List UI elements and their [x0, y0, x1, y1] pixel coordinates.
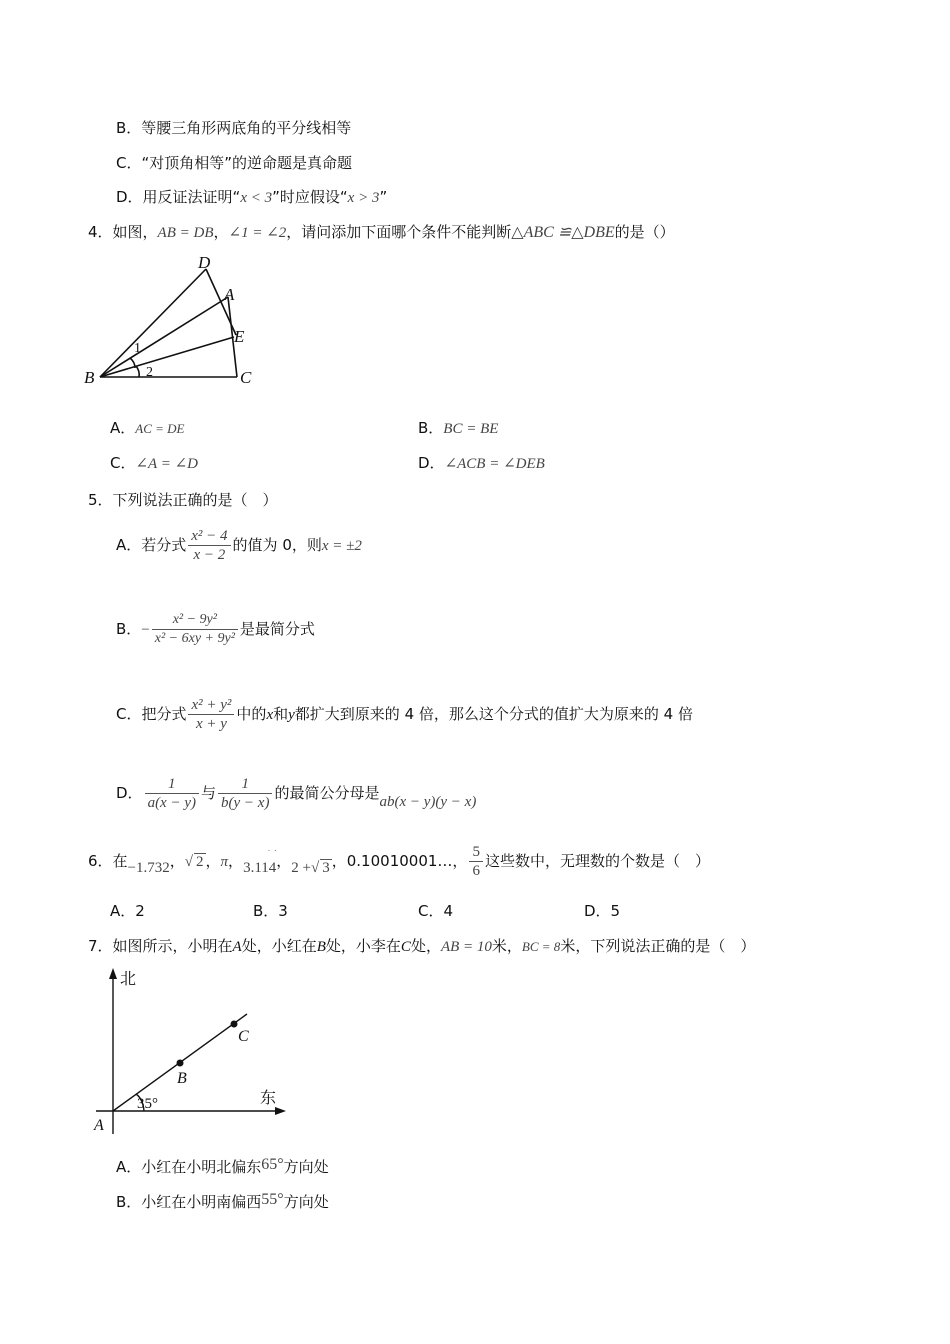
- q7-east-arrow-icon: [275, 1107, 286, 1115]
- q4-option-d-label: D．: [418, 454, 445, 472]
- q5-stem: 5．下列说法正确的是（ ）: [88, 491, 278, 509]
- q5-option-d-denominator1: a(x − y): [147, 795, 196, 811]
- q4-option-b-math: BC = BE: [443, 421, 499, 437]
- q6-number4: [243, 848, 278, 877]
- q5-option-b-fraction: [152, 611, 238, 648]
- q6-number7: [469, 843, 483, 880]
- q4-option-a-math: AC = DE: [135, 421, 185, 436]
- q5-option-d-numerator1: 1: [145, 775, 199, 794]
- q5-option-c-fraction: [188, 696, 234, 733]
- q5-option-a-text: 的值为 0，则: [232, 536, 322, 554]
- q7-figure: [88, 962, 298, 1137]
- q7-option-b-text: B．小红在小明南偏西: [116, 1193, 262, 1211]
- q5-option-b-denominator: x² − 6xy + 9y²: [154, 631, 235, 646]
- q4-option-a-label: A．: [110, 419, 136, 437]
- q4-option-b: [418, 418, 498, 439]
- q6-number5-radicand: 3: [322, 860, 330, 876]
- q4-congruence: △ABC ≌△DBE: [511, 224, 615, 241]
- q7-point-c: C: [400, 939, 411, 955]
- q4-option-d-math: ∠ACB = ∠DEB: [444, 456, 545, 472]
- q6-stem: [88, 843, 710, 880]
- q4-sep: ，: [213, 223, 229, 241]
- q7-option-b-text2: 方向处: [283, 1193, 329, 1211]
- q6-prefix: 6．在: [88, 852, 128, 870]
- q5-option-b-text: 是最简分式: [239, 620, 315, 638]
- q5-option-d-text: 的最简公分母是: [274, 784, 380, 802]
- q3-option-d-math1: x < 3: [240, 190, 273, 206]
- q5-option-c-y: y: [288, 707, 295, 723]
- q4-label-b: B: [84, 368, 95, 387]
- q5-option-d-with: 与: [201, 784, 217, 802]
- q5-option-d-label: D．: [116, 784, 143, 802]
- q7-math-bc: BC = 8: [521, 939, 561, 954]
- q6-comma6: ，: [452, 852, 468, 870]
- q5-option-c-x: x: [266, 707, 274, 723]
- q3-option-b: B．等腰三角形两底角的平分线相等: [116, 119, 352, 137]
- q6-number4-repeat-dots: ˙ ˙: [267, 848, 278, 860]
- q5-option-c-label: C．把分式: [116, 705, 187, 723]
- q6-comma3: ，: [228, 852, 244, 870]
- q6-number2: √ 2: [184, 854, 204, 870]
- q7-math-ab: AB = 10: [440, 939, 492, 955]
- q4-label-angle2: 2: [146, 365, 153, 380]
- q6-number7-numerator: 5: [469, 843, 483, 862]
- q6-comma4: ，: [276, 852, 292, 870]
- q3-option-d-text2: ”时应假设“: [272, 188, 348, 206]
- q3-option-d-math2: x > 3: [347, 190, 380, 206]
- q5-option-d-numerator2: 1: [218, 775, 272, 794]
- q7-text5: 米，: [491, 937, 522, 955]
- q7-option-a-text2: 方向处: [283, 1158, 329, 1176]
- q3-option-d-text: D．用反证法证明“: [116, 188, 241, 206]
- q4-option-c: [110, 453, 198, 474]
- q6-number6: 0.10010001…: [346, 852, 453, 870]
- q6-number1: −1.732: [127, 860, 170, 876]
- q5-option-b-numerator: x² − 9y²: [152, 611, 238, 630]
- q5-option-a-label: A．若分式: [116, 536, 187, 554]
- q4-cond1: AB = DB: [157, 225, 214, 241]
- q6-suffix: 这些数中，无理数的个数是（ ）: [484, 852, 710, 870]
- q6-option-a: A．2: [110, 902, 145, 920]
- q4-label-c: C: [240, 368, 252, 387]
- q6-number7-denominator: 6: [472, 863, 480, 879]
- q6-comma1: ，: [169, 852, 185, 870]
- q7-label-b: B: [177, 1070, 187, 1087]
- q5-option-a-numerator: x² − 4: [188, 527, 230, 546]
- q5-option-a-denominator: x − 2: [193, 547, 226, 563]
- q5-option-d-math: ab(x − y)(y − x): [379, 794, 477, 810]
- q4-stem: [88, 222, 675, 243]
- q5-option-c-text1: 中的: [236, 705, 267, 723]
- q7-point-b-dot: [177, 1060, 184, 1067]
- q5-option-c-and: 和: [273, 705, 289, 723]
- q4-line-ba: [100, 297, 228, 377]
- q4-label-d: D: [198, 253, 211, 272]
- q5-option-a-fraction: [188, 527, 230, 564]
- q5-option-c-numerator: x² + y²: [188, 696, 234, 715]
- q5-option-d-fraction1: [145, 775, 199, 812]
- q4-option-b-label: B．: [418, 419, 444, 437]
- q7-label-angle: 35°: [137, 1096, 158, 1112]
- q7-option-a-text: A．小红在小明北偏东: [116, 1158, 262, 1176]
- q6-option-b: B．3: [253, 902, 288, 920]
- q5-option-c: [116, 696, 693, 733]
- q7-option-b-math: 55°: [261, 1191, 284, 1208]
- q7-text2: 处，小红在: [241, 937, 317, 955]
- q4-text: ，请问添加下面哪个条件不能判断: [286, 223, 512, 241]
- q6-number2-radicand: 2: [196, 854, 204, 870]
- q4-label-angle1: 1: [134, 341, 141, 356]
- q6-number5: 2 +√ 3: [291, 860, 330, 876]
- q7-point-a: A: [232, 939, 242, 955]
- q4-option-c-math: ∠A = ∠D: [135, 456, 198, 472]
- q7-text4: 处，: [410, 937, 441, 955]
- q7-stem: [88, 936, 755, 957]
- q3-option-d: [116, 187, 387, 208]
- q7-north-arrow-icon: [109, 968, 117, 979]
- q4-cond2: ∠1 = ∠2: [228, 225, 287, 241]
- q7-option-a-math: 65°: [261, 1156, 284, 1173]
- q5-option-d: [116, 775, 476, 812]
- q5-option-a-math: x = ±2: [321, 538, 362, 554]
- q7-text3: 处，小李在: [325, 937, 401, 955]
- q7-option-a: [116, 1157, 329, 1178]
- q4-figure: [80, 250, 270, 395]
- q5-option-a: [116, 527, 362, 564]
- q5-option-b-minus: −: [141, 622, 150, 638]
- q7-label-a: A: [94, 1117, 104, 1134]
- q5-option-d-denominator2: b(y − x): [221, 795, 270, 811]
- q6-number5-prefix: 2 +: [291, 860, 311, 876]
- q3-option-d-text3: ”: [379, 188, 388, 206]
- q4-label-a: A: [224, 285, 235, 304]
- q5-option-b: [116, 611, 315, 648]
- q7-point-b: B: [316, 939, 326, 955]
- q4-label-e: E: [234, 327, 245, 346]
- q7-point-c-dot: [231, 1021, 238, 1028]
- q6-number3: π: [220, 854, 229, 870]
- q7-option-b: [116, 1192, 329, 1213]
- q4-option-d: [418, 453, 545, 474]
- q4-prefix: 4．如图，: [88, 223, 158, 241]
- q3-option-c: C．“对顶角相等”的逆命题是真命题: [116, 154, 353, 172]
- q4-option-a: [110, 418, 184, 439]
- q6-comma2: ，: [205, 852, 221, 870]
- q6-option-d: D．5: [584, 902, 621, 920]
- q7-label-north: 北: [120, 971, 137, 988]
- q5-option-d-fraction2: [218, 775, 272, 812]
- q6-option-c: C．4: [418, 902, 454, 920]
- q6-number4-value: 3.114: [243, 860, 277, 876]
- q4-suffix: 的是（）: [614, 223, 675, 241]
- q4-option-c-label: C．: [110, 454, 136, 472]
- q7-text1: 7．如图所示，小明在: [88, 937, 233, 955]
- q7-text6: 米，下列说法正确的是（ ）: [560, 937, 756, 955]
- q5-option-b-label: B．: [116, 620, 142, 638]
- q7-label-east: 东: [260, 1090, 277, 1107]
- q6-comma5: ，: [331, 852, 347, 870]
- q7-label-c: C: [238, 1028, 249, 1045]
- q5-option-c-text2: 都扩大到原来的 4 倍，那么这个分式的值扩大为原来的 4 倍: [294, 705, 693, 723]
- q5-option-c-denominator: x + y: [195, 716, 227, 732]
- q4-angle2-arc: [136, 366, 139, 377]
